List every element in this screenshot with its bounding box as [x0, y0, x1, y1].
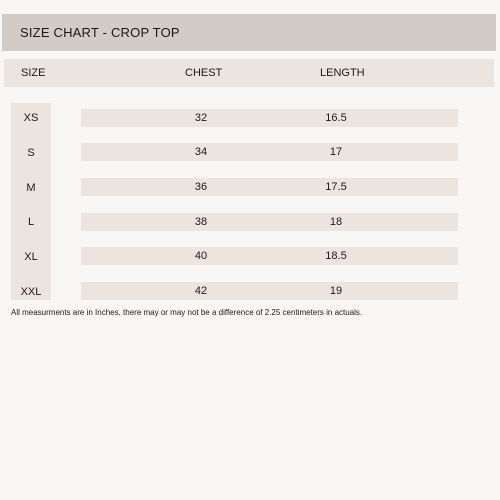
- header-size: SIZE: [21, 67, 46, 79]
- chest-value: 40: [194, 250, 208, 262]
- chest-value: 36: [194, 181, 208, 193]
- size-label: XXL: [20, 286, 42, 298]
- chest-value: 34: [194, 146, 208, 158]
- page-title-bar: [2, 14, 496, 51]
- measurement-note: All measurments are in Inches, there may or may not be a difference of 2.25 centimeters in actuals.: [11, 308, 363, 317]
- table-row: [81, 178, 458, 196]
- table-row: [81, 282, 458, 300]
- chest-value: 38: [194, 216, 208, 228]
- table-row: [81, 247, 458, 265]
- table-row: [81, 109, 458, 127]
- size-label: S: [27, 147, 35, 159]
- length-value: 18: [329, 216, 343, 228]
- table-header: [4, 59, 494, 87]
- table-row: [81, 213, 458, 231]
- length-value: 19: [329, 285, 343, 297]
- size-label: M: [26, 182, 36, 194]
- size-label: XS: [23, 112, 39, 124]
- header-chest: CHEST: [185, 67, 223, 79]
- size-column: [11, 103, 51, 300]
- chest-value: 42: [194, 285, 208, 297]
- page-title: SIZE CHART - CROP TOP: [20, 25, 180, 40]
- header-length: LENGTH: [320, 67, 365, 79]
- length-value: 17: [329, 146, 343, 158]
- size-label: L: [27, 216, 35, 228]
- size-label: XL: [24, 251, 38, 263]
- chest-value: 32: [194, 112, 208, 124]
- length-value: 18.5: [325, 250, 347, 262]
- length-value: 17.5: [325, 181, 347, 193]
- length-value: 16.5: [325, 112, 347, 124]
- table-row: [81, 143, 458, 161]
